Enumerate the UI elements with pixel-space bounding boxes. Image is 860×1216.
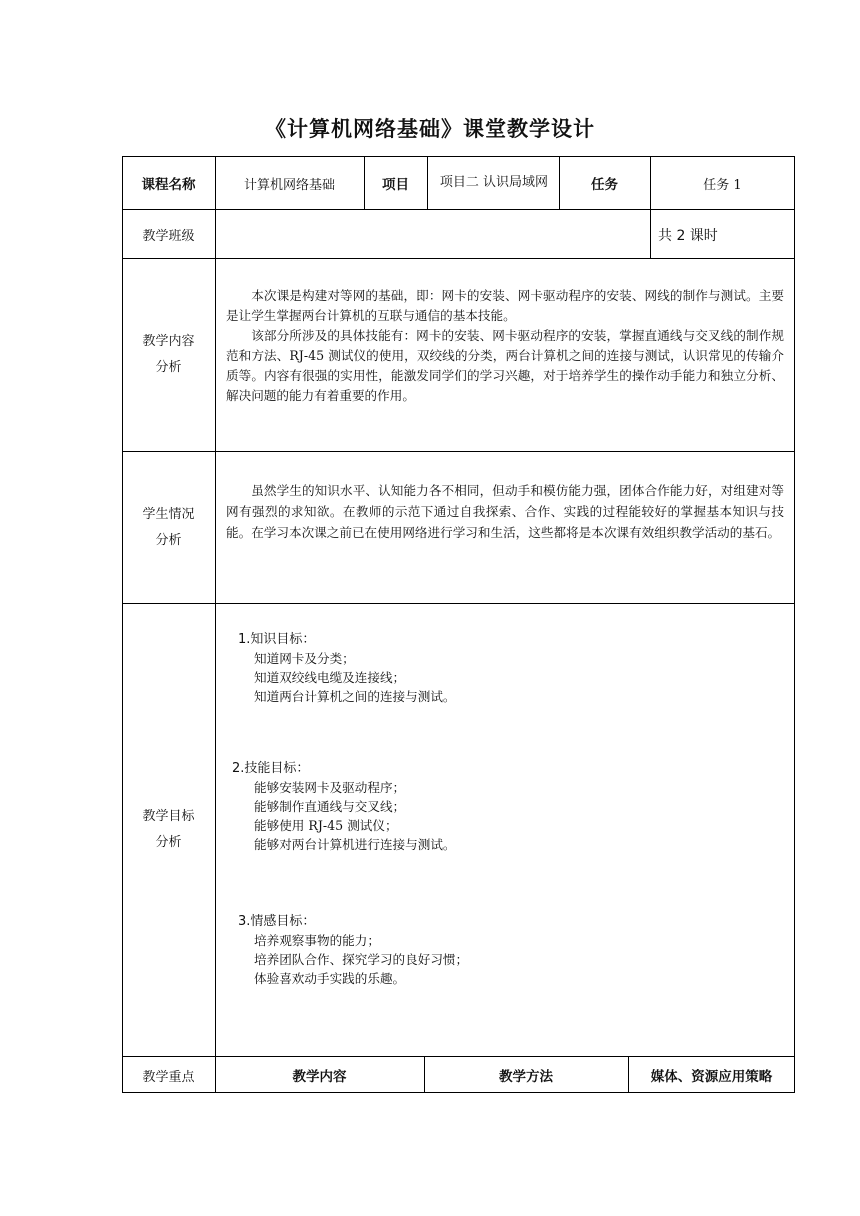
objective-heading: 1.知识目标： [238,632,316,647]
task-label: 任务 [591,177,618,193]
class-hours: 共 2 课时 [658,227,718,244]
page-title: 《计算机网络基础》课堂教学设计 [265,117,595,141]
objective-item: 能够安装网卡及驱动程序； [254,780,406,795]
objective-item: 培养团队合作、探究学习的良好习惯； [254,952,469,967]
paragraph: 该部分所涉及的具体技能有：网卡的安装、网卡驱动程序的安装，掌握直通线与交叉线的制作规范和方法、RJ-45 测试仪的使用，双绞线的分类，两台计算机之间的连接与测试，认识常见的传输介质等。内容有很强的实用性，能激发同学们的学习兴趣，对于培养学生的操作动手能力和独立分析、解决问题的能力有着重要的作用。 [226,328,784,403]
project-value: 项目二 认识局域网 [439,175,549,190]
col-media-strategy: 媒体、资源应用策略 [650,1069,773,1085]
paragraph: 本次课是构建对等网的基础，即：网卡的安装、网卡驱动程序的安装、网线的制作与测试。主要是让学生掌握两台计算机的互联与通信的基本技能。 [226,288,784,323]
row-divider [122,603,795,604]
objective-heading: 3.情感目标： [238,914,316,929]
column-divider [215,156,216,1093]
class-label: 教学班级 [142,229,195,244]
objective-item: 能够对两台计算机进行连接与测试。 [254,837,456,852]
objective-item: 知道两台计算机之间的连接与测试。 [254,689,456,704]
class-value [215,210,650,259]
objective-item: 体验喜欢动手实践的乐趣。 [254,971,406,986]
objective-item: 培养观察事物的能力； [254,933,380,948]
column-divider [427,156,428,210]
course-name-label: 课程名称 [141,177,196,193]
paragraph: 虽然学生的知识水平、认知能力各不相同，但动手和模仿能力强，团体合作能力好，对组建对等网有强烈的求知欲。在教师的示范下通过自我探索、合作、实践的过程能较好的掌握基本知识与技能。在学习本次课之前已在使用网络进行学习和生活，这些都将是本次课有效组织教学活动的基石。 [226,483,784,540]
label-line: 学生情况 [142,506,195,522]
course-name-value: 计算机网络基础 [243,177,335,193]
label-line: 分析 [155,835,182,850]
content-analysis-text [226,286,784,406]
col-teaching-content: 教学内容 [292,1069,347,1085]
objective-item: 知道双绞线电缆及连接线； [254,670,406,685]
project-label: 项目 [382,177,409,193]
col-teaching-method: 教学方法 [499,1069,553,1085]
content-analysis-label [122,259,215,451]
objective-heading: 2.技能目标： [232,761,310,776]
label-line: 教学目标 [142,809,195,824]
objective-item: 知道网卡及分类； [254,651,355,666]
task-value: 任务 1 [703,177,742,193]
objectives-label [122,604,215,1056]
emotion-objectives [238,912,778,988]
label-line: 教学内容 [142,334,195,349]
label-line: 分析 [155,360,182,375]
key-points-label: 教学重点 [142,1069,195,1085]
skill-objectives [232,759,772,854]
row-divider [122,451,795,452]
student-analysis-label [122,452,215,603]
knowledge-objectives [238,630,778,706]
student-analysis-text [226,480,784,543]
objective-item: 能够使用 RJ-45 测试仪； [254,818,398,833]
label-line: 分析 [155,532,182,548]
objective-item: 能够制作直通线与交叉线； [254,799,406,814]
